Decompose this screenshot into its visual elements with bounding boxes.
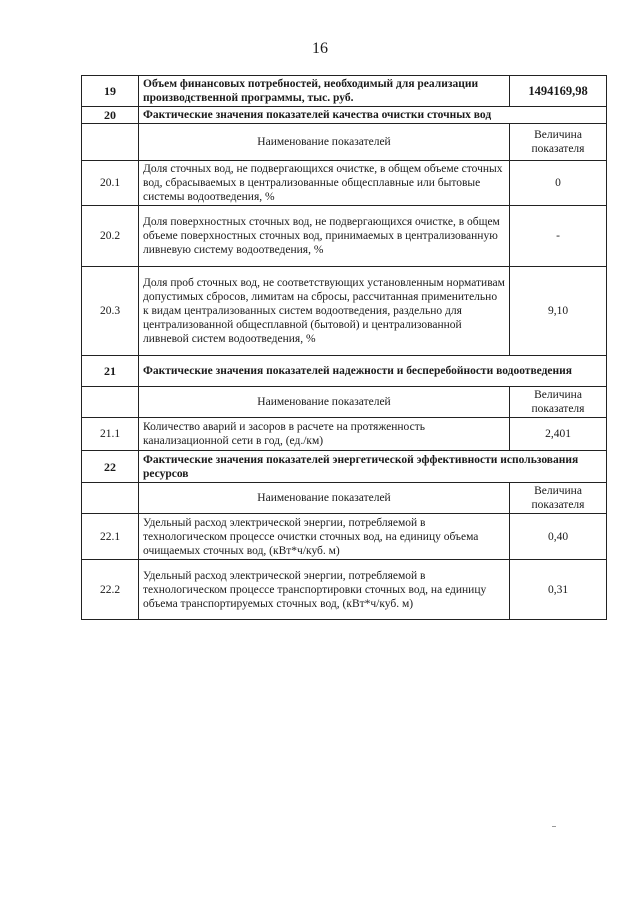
- row-text: Удельный расход электрической энергии, потребляемой в технологическом процессе очистки сточных вод, на единицу объема очищаемых сточных вод, (кВт*ч/куб. м): [139, 514, 510, 560]
- header-name: Наименование показателей: [139, 387, 510, 418]
- section-title-row: [82, 107, 607, 124]
- page-number: 16: [312, 40, 328, 57]
- row-text: Количество аварий и засоров в расчете на протяженность канализационной сети в год, (ед./км): [139, 418, 510, 451]
- row-value: 2,401: [510, 418, 607, 451]
- header-name: Наименование показателей: [139, 124, 510, 161]
- row-text: Доля проб сточных вод, не соответствующих установленным нормативам допустимых сбросов, лимитам на сбросы, рассчитанная применительно к видам централизованных систем водоотведения, раздельно для централизованной общесплавной (бытовой) и централизованной ливневой систем водоотведения, %: [139, 267, 510, 356]
- section-title: Фактические значения показателей качества очистки сточных вод: [139, 107, 607, 124]
- row-text: Объем финансовых потребностей, необходимый для реализации производственной программы, тыс. руб.: [139, 76, 510, 107]
- section-title-row: [82, 451, 607, 483]
- header-value: Величина показателя: [510, 387, 607, 418]
- header-value: Величина показателя: [510, 124, 607, 161]
- table-row: [82, 76, 607, 107]
- row-number: 22.1: [82, 514, 139, 560]
- section-title-row: [82, 356, 607, 387]
- row-number: 19: [82, 76, 139, 107]
- header-empty-cell: [82, 483, 139, 514]
- row-number: 21.1: [82, 418, 139, 451]
- header-empty-cell: [82, 124, 139, 161]
- row-value: 0,40: [510, 514, 607, 560]
- section-title: Фактические значения показателей энергетической эффективности использования ресурсов: [139, 451, 607, 483]
- table-row: [82, 206, 607, 267]
- header-empty-cell: [82, 387, 139, 418]
- row-text: Доля сточных вод, не подвергающихся очистке, в общем объеме сточных вод, сбрасываемых в централизованные общесплавные или бытовые системы водоотведения, %: [139, 161, 510, 206]
- table-row: [82, 514, 607, 560]
- column-header-row: [82, 387, 607, 418]
- scan-artifact: [552, 826, 556, 827]
- section-number: 22: [82, 451, 139, 483]
- table-row: [82, 560, 607, 620]
- row-value: -: [510, 206, 607, 267]
- table-row: [82, 418, 607, 451]
- row-value: 0: [510, 161, 607, 206]
- header-name: Наименование показателей: [139, 483, 510, 514]
- row-text: Удельный расход электрической энергии, потребляемой в технологическом процессе транспортировки сточных вод, на единицу объема транспортируемых сточных вод, (кВт*ч/куб. м): [139, 560, 510, 620]
- column-header-row: [82, 483, 607, 514]
- row-value: 9,10: [510, 267, 607, 356]
- row-text: Доля поверхностных сточных вод, не подвергающихся очистке, в общем объеме поверхностных сточных вод, принимаемых в централизованную ливневую систему водоотведения, %: [139, 206, 510, 267]
- header-value: Величина показателя: [510, 483, 607, 514]
- row-number: 20.2: [82, 206, 139, 267]
- row-value: 1494169,98: [510, 76, 607, 107]
- row-number: 20.3: [82, 267, 139, 356]
- table-row: [82, 267, 607, 356]
- table-row: [82, 161, 607, 206]
- section-number: 21: [82, 356, 139, 387]
- row-value: 0,31: [510, 560, 607, 620]
- section-title: Фактические значения показателей надежности и бесперебойности водоотведения: [139, 356, 607, 387]
- row-number: 20.1: [82, 161, 139, 206]
- column-header-row: [82, 124, 607, 161]
- section-number: 20: [82, 107, 139, 124]
- row-number: 22.2: [82, 560, 139, 620]
- indicators-table: [81, 75, 607, 620]
